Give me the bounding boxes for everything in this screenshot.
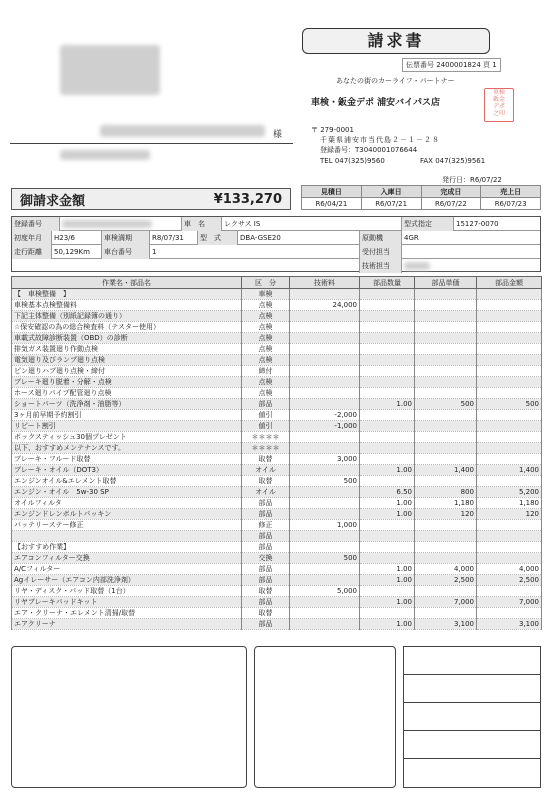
labor-fee: 3,000: [290, 454, 360, 465]
item-category: 交換: [242, 553, 290, 564]
item-category: 点検: [242, 333, 290, 344]
date-header: 完成日: [421, 186, 481, 198]
table-row: [12, 542, 542, 553]
part-amount: [477, 553, 542, 564]
item-category: オイル: [242, 487, 290, 498]
table-row: [12, 289, 542, 300]
item-name: オイルフィルタ: [12, 498, 242, 509]
part-qty: 1.00: [360, 498, 415, 509]
part-unit-price: 1,400: [415, 465, 477, 476]
table-row: [12, 531, 542, 542]
item-category: 部品: [242, 531, 290, 542]
item-name: エアクリーナ: [12, 619, 242, 630]
part-amount: 1,180: [477, 498, 542, 509]
part-qty: 1.00: [360, 509, 415, 520]
date-value: R6/07/23: [481, 198, 541, 210]
reception-label: 受付担当: [360, 245, 402, 259]
car-name: レクサス IS: [222, 217, 402, 231]
part-qty: [360, 322, 415, 333]
item-category: 部品: [242, 564, 290, 575]
part-qty: [360, 586, 415, 597]
part-amount: [477, 311, 542, 322]
part-unit-price: 4,000: [415, 564, 477, 575]
reg-label: 登録番号: [12, 217, 60, 231]
part-unit-price: [415, 333, 477, 344]
table-row: [12, 498, 542, 509]
table-row: [12, 311, 542, 322]
item-name: エンジンドレンボルトパッキン: [12, 509, 242, 520]
engine-label: 原動機: [360, 231, 402, 245]
slip-label: 伝票番号: [406, 61, 434, 69]
table-row: [12, 575, 542, 586]
labor-fee: [290, 542, 360, 553]
labor-fee: 5,000: [290, 586, 360, 597]
part-qty: 1.00: [360, 575, 415, 586]
part-qty: [360, 410, 415, 421]
inspect-label: 車検満期: [102, 231, 150, 245]
item-name: エアコンフィルター交換: [12, 553, 242, 564]
labor-fee: [290, 333, 360, 344]
table-row: [12, 454, 542, 465]
part-qty: [360, 531, 415, 542]
model-no: 15127-0070: [456, 220, 499, 228]
item-category: オイル: [242, 465, 290, 476]
item-name: ボックスティッシュ30個プレゼント: [12, 432, 242, 443]
col-header: 作業名・部品名: [12, 277, 242, 289]
table-row: [12, 487, 542, 498]
part-unit-price: [415, 421, 477, 432]
table-row: [12, 597, 542, 608]
chassis-value: 1: [150, 245, 360, 259]
item-category: 部品: [242, 498, 290, 509]
notes-box: [11, 646, 247, 788]
part-amount: [477, 586, 542, 597]
item-name: 下記主体整備（別紙記録簿の通り）: [12, 311, 242, 322]
part-qty: [360, 355, 415, 366]
item-name: 以下、おすすめメンテナンスです。: [12, 443, 242, 454]
table-row: [12, 608, 542, 619]
part-unit-price: [415, 366, 477, 377]
labor-fee: [290, 311, 360, 322]
part-qty: 6.50: [360, 487, 415, 498]
labor-fee: 500: [290, 553, 360, 564]
part-unit-price: [415, 476, 477, 487]
part-amount: [477, 542, 542, 553]
col-header: 部品単価: [415, 277, 477, 289]
labor-fee: [290, 388, 360, 399]
col-header: 区 分: [242, 277, 290, 289]
item-category: 取替: [242, 608, 290, 619]
item-name: バッテリーステー修正: [12, 520, 242, 531]
table-row: [12, 410, 542, 421]
item-name: 【 車検整備 】: [12, 289, 242, 300]
labor-fee: -2,000: [290, 410, 360, 421]
labor-fee: -1,000: [290, 421, 360, 432]
item-name: ブレーキ廻り脱着・分解・点検: [12, 377, 242, 388]
part-unit-price: 1,180: [415, 498, 477, 509]
table-row: [12, 520, 542, 531]
labor-fee: 24,000: [290, 300, 360, 311]
company-name: 車検・鈑金デポ 浦安バイパス店: [311, 98, 440, 108]
date-value: R6/07/22: [421, 198, 481, 210]
mileage-label: 走行距離: [12, 245, 52, 259]
item-category: 取替: [242, 586, 290, 597]
customer-address-redacted: [100, 125, 265, 137]
part-amount: 2,500: [477, 575, 542, 586]
part-amount: [477, 476, 542, 487]
table-row: [12, 366, 542, 377]
item-name: [12, 531, 242, 542]
table-row: [12, 300, 542, 311]
part-unit-price: [415, 443, 477, 454]
reception-value: [402, 245, 542, 259]
item-category: 値引: [242, 410, 290, 421]
company-seal: 車検 鈑金 デポ 之印: [484, 88, 514, 122]
labor-fee: [290, 366, 360, 377]
table-row: [12, 333, 542, 344]
labor-fee: 1,000: [290, 520, 360, 531]
labor-fee: 500: [290, 476, 360, 487]
issue-date-value: R6/07/22: [470, 176, 502, 184]
part-qty: [360, 553, 415, 564]
part-qty: [360, 608, 415, 619]
item-name: 車載式故障診断装置（OBD）の診断: [12, 333, 242, 344]
part-unit-price: [415, 410, 477, 421]
customer-name-redacted: [60, 45, 160, 95]
labor-fee: [290, 564, 360, 575]
part-unit-price: [415, 520, 477, 531]
item-category: 点検: [242, 355, 290, 366]
item-name: エンジンオイル&エレメント取替: [12, 476, 242, 487]
labor-fee: [290, 355, 360, 366]
item-name: エア・クリーナ・エレメント清掃/取替: [12, 608, 242, 619]
labor-fee: [290, 432, 360, 443]
total-box: [11, 188, 291, 210]
table-row: [12, 564, 542, 575]
part-unit-price: [415, 542, 477, 553]
part-amount: [477, 377, 542, 388]
part-amount: [477, 344, 542, 355]
item-category: 値引: [242, 421, 290, 432]
labor-fee: [290, 377, 360, 388]
part-amount: [477, 443, 542, 454]
item-category: 部品: [242, 575, 290, 586]
part-qty: [360, 432, 415, 443]
part-amount: [477, 454, 542, 465]
item-name: ピン廻りハブ廻り点検・締付: [12, 366, 242, 377]
part-amount: 500: [477, 399, 542, 410]
table-row: [12, 465, 542, 476]
first-reg-label: 初度年月: [12, 231, 52, 245]
part-qty: [360, 344, 415, 355]
date-header: 入庫日: [361, 186, 421, 198]
stamp-box: [254, 646, 396, 788]
company-postal: 〒 279-0001: [311, 126, 354, 134]
item-category: 部品: [242, 619, 290, 630]
document-title: 請求書: [302, 28, 490, 54]
part-amount: 7,000: [477, 597, 542, 608]
model-no-label: 型式指定: [402, 217, 454, 231]
part-amount: 3,100: [477, 619, 542, 630]
table-row: [12, 388, 542, 399]
part-amount: [477, 388, 542, 399]
total-label: 御請求金額: [20, 193, 86, 209]
item-category: 部品: [242, 542, 290, 553]
labor-fee: [290, 597, 360, 608]
table-row: [12, 399, 542, 410]
part-qty: [360, 388, 415, 399]
item-category: 車検: [242, 289, 290, 300]
part-unit-price: [415, 531, 477, 542]
part-unit-price: 800: [415, 487, 477, 498]
mileage-value: 50,129Km: [52, 245, 102, 259]
table-row: [12, 377, 542, 388]
engine-value: 4GR: [404, 234, 419, 242]
date-table: [301, 185, 541, 210]
part-unit-price: 3,100: [415, 619, 477, 630]
part-qty: 1.00: [360, 564, 415, 575]
date-header: 見積日: [302, 186, 362, 198]
part-qty: [360, 443, 415, 454]
table-row: [12, 443, 542, 454]
part-amount: [477, 366, 542, 377]
item-name: ホース廻りパイプ配管廻り点検: [12, 388, 242, 399]
reg-value: [60, 217, 182, 231]
item-category: 点検: [242, 344, 290, 355]
part-amount: [477, 322, 542, 333]
part-qty: 1.00: [360, 465, 415, 476]
table-row: [12, 509, 542, 520]
labor-fee: [290, 322, 360, 333]
part-unit-price: [415, 553, 477, 564]
labor-fee: [290, 619, 360, 630]
part-qty: [360, 300, 415, 311]
item-category: 部品: [242, 509, 290, 520]
part-amount: 4,000: [477, 564, 542, 575]
table-row: [12, 322, 542, 333]
part-amount: [477, 421, 542, 432]
tech-value: [402, 259, 542, 273]
part-qty: [360, 377, 415, 388]
labor-fee: [290, 608, 360, 619]
labor-fee: [290, 509, 360, 520]
customer-phone-redacted: [60, 150, 150, 160]
item-name: エンジン・オイル 5w-30 SP: [12, 487, 242, 498]
part-amount: 1,400: [477, 465, 542, 476]
part-qty: 1.00: [360, 399, 415, 410]
summary-box: [403, 646, 541, 788]
part-amount: [477, 355, 542, 366]
item-category: ＊＊＊＊: [242, 443, 290, 454]
labor-fee: [290, 344, 360, 355]
table-row: [12, 476, 542, 487]
company-address: 千葉県浦安市当代島２－１－２８: [320, 136, 440, 144]
part-qty: [360, 520, 415, 531]
part-qty: [360, 289, 415, 300]
part-qty: [360, 311, 415, 322]
part-amount: [477, 432, 542, 443]
item-name: Agイレーサー（エアコン内部洗浄剤）: [12, 575, 242, 586]
item-category: 修正: [242, 520, 290, 531]
part-unit-price: [415, 586, 477, 597]
part-amount: [477, 531, 542, 542]
part-qty: [360, 333, 415, 344]
part-unit-price: [415, 377, 477, 388]
page-label: 頁: [483, 61, 491, 69]
part-unit-price: [415, 300, 477, 311]
part-qty: [360, 454, 415, 465]
total-amount: ¥133,270: [213, 191, 282, 207]
part-qty: [360, 542, 415, 553]
table-row: [12, 432, 542, 443]
item-category: 締付: [242, 366, 290, 377]
item-category: 点検: [242, 300, 290, 311]
labor-fee: [290, 498, 360, 509]
item-name: 【おすすめ作業】: [12, 542, 242, 553]
vehicle-blank: [12, 259, 360, 273]
labor-fee: [290, 399, 360, 410]
first-reg: H23/6: [52, 231, 102, 245]
table-row: [12, 553, 542, 564]
table-row: [12, 586, 542, 597]
part-amount: 120: [477, 509, 542, 520]
labor-fee: [290, 531, 360, 542]
part-unit-price: 2,500: [415, 575, 477, 586]
part-unit-price: [415, 355, 477, 366]
part-qty: [360, 476, 415, 487]
col-header: 技術料: [290, 277, 360, 289]
line-items-table: [11, 276, 542, 630]
labor-fee: [290, 487, 360, 498]
part-amount: [477, 608, 542, 619]
item-category: 部品: [242, 597, 290, 608]
customer-honorific: 様: [273, 130, 283, 140]
tech-label: 技術担当: [360, 259, 402, 273]
item-name: A/Cフィルター: [12, 564, 242, 575]
item-name: 3ヶ月前早期予約割引: [12, 410, 242, 421]
company-registration: 登録番号：T3040001076644: [320, 146, 418, 154]
type-value: DBA-GSE20: [238, 231, 360, 245]
company-phone: TEL 047(325)9560: [320, 157, 385, 165]
part-amount: [477, 333, 542, 344]
page-value: 1: [492, 61, 497, 69]
part-amount: [477, 520, 542, 531]
labor-fee: [290, 443, 360, 454]
table-row: [12, 421, 542, 432]
issue-date-label: 発行日：: [442, 176, 470, 184]
car-name-label: 車 名: [182, 217, 222, 231]
part-qty: [360, 366, 415, 377]
issue-date: [442, 175, 502, 185]
item-name: ブレーキ・オイル（DOT3）: [12, 465, 242, 476]
item-name: ブレーキ・フルード取替: [12, 454, 242, 465]
item-name: 車検基本点検整備料: [12, 300, 242, 311]
part-unit-price: [415, 432, 477, 443]
item-name: リピート割引: [12, 421, 242, 432]
customer-underline: [10, 143, 293, 144]
item-category: 点検: [242, 322, 290, 333]
table-row: [12, 344, 542, 355]
slip-number: [402, 58, 501, 72]
item-category: 点検: [242, 388, 290, 399]
part-qty: 1.00: [360, 619, 415, 630]
item-name: ☆保安確認の為の総合検査料（テスター使用）: [12, 322, 242, 333]
item-name: リヤ・ディスク・パッド取替（1台）: [12, 586, 242, 597]
part-amount: [477, 410, 542, 421]
part-qty: [360, 421, 415, 432]
item-name: 排気ガス装置廻り作動点検: [12, 344, 242, 355]
item-category: 点検: [242, 377, 290, 388]
date-value: R6/04/21: [302, 198, 362, 210]
part-unit-price: 500: [415, 399, 477, 410]
chassis-label: 車台番号: [102, 245, 150, 259]
col-header: 部品数量: [360, 277, 415, 289]
table-row: [12, 619, 542, 630]
company-tagline: あなたの街のカーライフ・パートナー: [336, 77, 455, 85]
part-unit-price: [415, 388, 477, 399]
part-unit-price: [415, 608, 477, 619]
table-row: [12, 355, 542, 366]
item-name: 電気廻り及びランプ廻り点検: [12, 355, 242, 366]
date-value: R6/07/21: [361, 198, 421, 210]
company-fax: FAX 047(325)9561: [420, 157, 486, 165]
part-unit-price: 120: [415, 509, 477, 520]
item-category: 取替: [242, 476, 290, 487]
labor-fee: [290, 465, 360, 476]
item-name: リヤブレーキパッドキット: [12, 597, 242, 608]
item-category: 点検: [242, 311, 290, 322]
item-category: 部品: [242, 399, 290, 410]
part-amount: [477, 289, 542, 300]
labor-fee: [290, 575, 360, 586]
part-unit-price: [415, 311, 477, 322]
part-unit-price: 7,000: [415, 597, 477, 608]
labor-fee: [290, 289, 360, 300]
part-unit-price: [415, 454, 477, 465]
type-label: 型 式: [198, 231, 238, 245]
item-category: 取替: [242, 454, 290, 465]
part-unit-price: [415, 289, 477, 300]
item-category: ＊＊＊＊: [242, 432, 290, 443]
col-header: 部品金額: [477, 277, 542, 289]
part-unit-price: [415, 322, 477, 333]
vehicle-info: [11, 216, 541, 272]
part-amount: [477, 300, 542, 311]
slip-value: 2400001824: [436, 61, 481, 69]
inspect-date: R8/07/31: [150, 231, 198, 245]
item-name: ショートパーツ（洗浄剤・油脂等）: [12, 399, 242, 410]
date-header: 売上日: [481, 186, 541, 198]
part-unit-price: [415, 344, 477, 355]
part-qty: 1.00: [360, 597, 415, 608]
part-amount: 5,200: [477, 487, 542, 498]
